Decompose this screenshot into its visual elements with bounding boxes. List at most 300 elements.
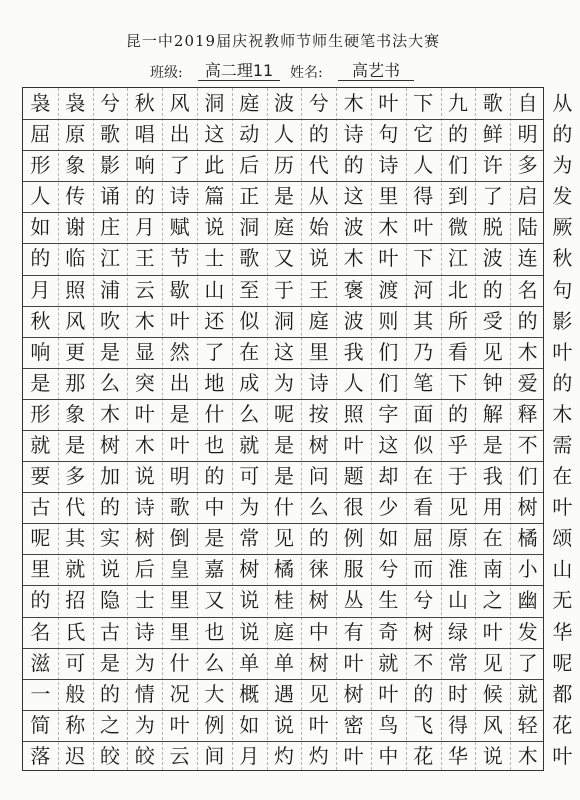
grid-character: 很 xyxy=(343,495,364,520)
grid-character: 叶 xyxy=(169,433,190,457)
grid-character: 一 xyxy=(30,681,51,706)
row-divider xyxy=(23,617,543,618)
grid-character: 问 xyxy=(308,464,329,489)
grid-character: 在 xyxy=(413,464,434,489)
grid-character: 山 xyxy=(447,588,468,613)
grid-character: 木 xyxy=(517,743,538,768)
grid-character: 为 xyxy=(134,712,155,737)
grid-character: 庭 xyxy=(308,308,329,333)
row-divider xyxy=(23,275,543,276)
grid-character: 象 xyxy=(65,401,86,426)
grid-character: 厥 xyxy=(552,215,573,240)
grid-character: 丛 xyxy=(343,588,364,613)
grid-character: 之 xyxy=(482,588,503,613)
grid-character: 影 xyxy=(552,308,573,333)
grid-character: 风 xyxy=(482,712,503,737)
grid-character: 于 xyxy=(273,277,294,302)
grid-character: 轻 xyxy=(517,712,538,737)
grid-character: 下 xyxy=(447,370,468,395)
grid-character: 的 xyxy=(413,681,434,706)
grid-character: 历 xyxy=(273,153,294,178)
grid-character: 脱 xyxy=(482,215,503,240)
grid-character: 叶 xyxy=(343,743,364,768)
grid-character: 后 xyxy=(239,153,260,178)
row-divider xyxy=(23,741,543,742)
grid-character: 诗 xyxy=(134,495,155,520)
grid-character: 庭 xyxy=(273,215,294,240)
grid-character: 释 xyxy=(517,401,538,426)
grid-character: 木 xyxy=(552,401,573,426)
grid-character: 树 xyxy=(308,588,329,613)
grid-character: 木 xyxy=(343,91,364,115)
grid-character: 要 xyxy=(30,464,51,489)
grid-character: 形 xyxy=(30,401,51,426)
grid-character: 于 xyxy=(447,464,468,489)
grid-character: 山 xyxy=(204,277,225,302)
grid-character: 鲜 xyxy=(482,122,503,147)
grid-character: 月 xyxy=(30,277,51,302)
grid-character: 受 xyxy=(482,308,503,333)
grid-character: 可 xyxy=(239,464,260,489)
grid-character: 又 xyxy=(273,246,294,271)
grid-character: 洞 xyxy=(273,308,294,333)
grid-character: 人 xyxy=(273,122,294,147)
grid-character: 不 xyxy=(517,433,538,457)
grid-character: 王 xyxy=(308,277,329,302)
grid-character: 影 xyxy=(99,153,120,178)
row-divider xyxy=(23,430,543,431)
grid-character: 的 xyxy=(30,246,51,271)
grid-character: 多 xyxy=(517,153,538,178)
grid-character: 中 xyxy=(204,495,225,520)
grid-row xyxy=(23,741,573,772)
grid-character: 少 xyxy=(378,495,399,520)
grid-character: 的 xyxy=(482,277,503,302)
grid-character: 说 xyxy=(273,712,294,737)
grid-character: 就 xyxy=(30,433,51,457)
grid-character: 称 xyxy=(65,712,86,737)
grid-character: 云 xyxy=(169,743,190,768)
grid-character: 木 xyxy=(99,401,120,426)
grid-character: 华 xyxy=(552,619,573,644)
grid-character: 树 xyxy=(99,433,120,457)
grid-character: 木 xyxy=(134,433,155,457)
grid-character: 代 xyxy=(308,153,329,178)
grid-character: 树 xyxy=(343,681,364,706)
grid-character: 至 xyxy=(239,277,260,302)
grid-character: 解 xyxy=(482,401,503,426)
grid-row xyxy=(23,492,573,523)
grid-character: 加 xyxy=(99,464,120,489)
grid-character: 古 xyxy=(99,619,120,644)
row-divider xyxy=(23,181,543,182)
grid-character: 下 xyxy=(413,91,434,115)
grid-character: 见 xyxy=(273,526,294,551)
grid-character: 就 xyxy=(65,557,86,582)
row-divider xyxy=(23,554,543,555)
row-divider xyxy=(23,212,543,213)
grid-character: 树 xyxy=(517,495,538,520)
grid-row xyxy=(23,710,573,741)
grid-character: 木 xyxy=(517,339,538,364)
grid-character: 月 xyxy=(134,215,155,240)
grid-character: 节 xyxy=(169,246,190,271)
grid-character: 需 xyxy=(552,433,573,457)
grid-character: 此 xyxy=(204,153,225,178)
row-divider xyxy=(23,150,543,151)
grid-character: 似 xyxy=(239,308,260,333)
grid-character: 是 xyxy=(169,401,190,426)
grid-character: 这 xyxy=(343,184,364,209)
grid-character: 浦 xyxy=(99,277,120,302)
grid-character: 是 xyxy=(30,370,51,395)
grid-character: 淮 xyxy=(447,557,468,582)
grid-character: 么 xyxy=(204,650,225,675)
grid-character: 说 xyxy=(239,619,260,644)
grid-character: 徕 xyxy=(308,557,329,582)
grid-character: 吹 xyxy=(99,308,120,333)
grid-character: 从 xyxy=(308,184,329,209)
grid-character: 无 xyxy=(552,588,573,613)
grid-row xyxy=(23,150,573,181)
grid-character: 人 xyxy=(343,370,364,395)
grid-character: 见 xyxy=(482,650,503,675)
grid-character: 所 xyxy=(447,308,468,333)
grid-character: 地 xyxy=(204,370,225,395)
grid-character: 都 xyxy=(552,681,573,706)
grid-character: 江 xyxy=(447,246,468,271)
grid-character: 说 xyxy=(308,246,329,271)
grid-character: 为 xyxy=(134,650,155,675)
grid-character: 那 xyxy=(65,370,86,395)
grid-character: 句 xyxy=(552,277,573,302)
grid-character: 陆 xyxy=(517,215,538,240)
grid-row xyxy=(23,88,573,119)
grid-character: 照 xyxy=(343,401,364,426)
grid-character: 飞 xyxy=(413,712,434,737)
grid-character: 许 xyxy=(482,153,503,178)
grid-character: 我 xyxy=(343,339,364,364)
grid-character: 么 xyxy=(99,370,120,395)
grid-character: 候 xyxy=(482,681,503,706)
grid-character: 隐 xyxy=(99,588,120,613)
grid-character: 古 xyxy=(30,495,51,520)
grid-character: 如 xyxy=(239,712,260,737)
grid-row xyxy=(23,337,573,368)
grid-character: 乎 xyxy=(447,433,468,457)
grid-character: 山 xyxy=(552,557,573,582)
grid-character: 说 xyxy=(134,464,155,489)
grid-character: 波 xyxy=(343,215,364,240)
grid-character: 氏 xyxy=(65,619,86,644)
grid-character: 木 xyxy=(343,246,364,271)
grid-character: 其 xyxy=(413,308,434,333)
grid-character: 庭 xyxy=(239,91,260,115)
class-field[interactable]: 高二理11 xyxy=(198,58,280,81)
grid-character: 见 xyxy=(447,495,468,520)
grid-character: 里 xyxy=(30,557,51,582)
grid-character: 秋 xyxy=(134,91,155,115)
grid-character: 又 xyxy=(204,588,225,613)
grid-character: 成 xyxy=(239,370,260,395)
grid-character: 呢 xyxy=(30,526,51,551)
grid-character: 从 xyxy=(552,91,573,115)
grid-character: 波 xyxy=(343,308,364,333)
grid-character: 兮 xyxy=(413,588,434,613)
grid-character: 得 xyxy=(413,184,434,209)
grid-character: 是 xyxy=(99,339,120,364)
grid-character: 小 xyxy=(517,557,538,582)
grid-character: 说 xyxy=(204,215,225,240)
grid-character: 服 xyxy=(343,557,364,582)
grid-character: 时 xyxy=(447,681,468,706)
grid-character: 是 xyxy=(65,433,86,457)
grid-character: 是 xyxy=(273,464,294,489)
grid-character: 月 xyxy=(239,743,260,768)
grid-character: 中 xyxy=(378,743,399,768)
grid-character: 叶 xyxy=(552,339,573,364)
row-divider xyxy=(23,710,543,711)
grid-character: 名 xyxy=(517,277,538,302)
grid-character: 爱 xyxy=(517,370,538,395)
grid-row xyxy=(23,275,573,306)
grid-character: 波 xyxy=(482,246,503,271)
grid-character: 发 xyxy=(552,184,573,209)
grid-character: 如 xyxy=(30,215,51,240)
grid-character: 诗 xyxy=(308,370,329,395)
grid-character: 不 xyxy=(413,650,434,675)
grid-character: 什 xyxy=(273,495,294,520)
grid-character: 还 xyxy=(204,308,225,333)
grid-character: 叶 xyxy=(378,91,399,115)
grid-character: 我 xyxy=(482,464,503,489)
grid-character: 更 xyxy=(65,339,86,364)
grid-character: 了 xyxy=(169,153,190,178)
entry-info xyxy=(150,58,450,82)
grid-character: 却 xyxy=(378,464,399,489)
grid-character: 也 xyxy=(204,619,225,644)
grid-character: 树 xyxy=(413,619,434,644)
grid-character: 的 xyxy=(30,588,51,613)
grid-character: 云 xyxy=(134,277,155,302)
grid-character: 了 xyxy=(482,184,503,209)
grid-character: 明 xyxy=(517,122,538,147)
grid-character: 乃 xyxy=(413,339,434,364)
grid-character: 王 xyxy=(134,246,155,271)
grid-character: 洞 xyxy=(239,215,260,240)
grid-character: 这 xyxy=(273,339,294,364)
grid-character: 的 xyxy=(552,370,573,395)
grid-character: 为 xyxy=(239,495,260,520)
grid-character: 这 xyxy=(378,433,399,457)
practice-grid xyxy=(22,87,573,771)
grid-character: 河 xyxy=(413,277,434,302)
grid-row xyxy=(23,306,573,337)
grid-character: 原 xyxy=(447,526,468,551)
grid-character: 说 xyxy=(239,588,260,613)
row-divider xyxy=(23,337,543,338)
row-divider xyxy=(23,306,543,307)
grid-character: 句 xyxy=(378,122,399,147)
row-divider xyxy=(23,399,543,400)
grid-character: 叶 xyxy=(134,401,155,426)
grid-character: 洞 xyxy=(204,91,225,115)
grid-character: 兮 xyxy=(378,557,399,582)
grid-character: 华 xyxy=(447,743,468,768)
grid-character: 诵 xyxy=(99,184,120,209)
grid-character: 显 xyxy=(134,339,155,364)
grid-character: 诗 xyxy=(343,122,364,147)
grid-character: 诗 xyxy=(134,619,155,644)
row-divider xyxy=(23,119,543,120)
grid-character: 的 xyxy=(204,464,225,489)
name-label: 姓名: xyxy=(290,65,323,81)
grid-character: 花 xyxy=(413,743,434,768)
grid-character: 也 xyxy=(204,433,225,457)
grid-character: 灼 xyxy=(308,743,329,768)
grid-character: 落 xyxy=(30,743,51,768)
grid-character: 们 xyxy=(378,370,399,395)
grid-character: 叶 xyxy=(378,681,399,706)
grid-character: 橘 xyxy=(517,526,538,551)
grid-character: 之 xyxy=(99,712,120,737)
grid-character: 奇 xyxy=(378,619,399,644)
grid-character: 是 xyxy=(204,526,225,551)
grid-character: 江 xyxy=(99,246,120,271)
grid-character: 看 xyxy=(413,495,434,520)
grid-character: 南 xyxy=(482,557,503,582)
grid-character: 的 xyxy=(447,122,468,147)
grid-character: 笔 xyxy=(413,370,434,395)
grid-character: 用 xyxy=(482,495,503,520)
grid-character: 出 xyxy=(169,370,190,395)
grid-character: 单 xyxy=(273,650,294,675)
grid-character: 得 xyxy=(447,712,468,737)
grid-character: 大 xyxy=(204,681,225,706)
row-divider xyxy=(23,492,543,493)
grid-character: 皇 xyxy=(169,557,190,582)
grid-character: 发 xyxy=(517,619,538,644)
grid-character: 明 xyxy=(169,464,190,489)
grid-character: 见 xyxy=(308,681,329,706)
grid-character: 人 xyxy=(30,184,51,209)
grid-character: 了 xyxy=(517,650,538,675)
grid-character: 的 xyxy=(343,153,364,178)
grid-character: 字 xyxy=(378,401,399,426)
grid-character: 下 xyxy=(413,246,434,271)
grid-character: 树 xyxy=(239,557,260,582)
grid-character: 常 xyxy=(239,526,260,551)
grid-character: 的 xyxy=(134,184,155,209)
grid-character: 始 xyxy=(308,215,329,240)
grid-character: 这 xyxy=(204,122,225,147)
grid-character: 歌 xyxy=(482,91,503,115)
name-field[interactable]: 高艺书 xyxy=(338,58,414,81)
grid-character: 出 xyxy=(169,122,190,147)
grid-character: 的 xyxy=(552,122,573,147)
grid-character: 题 xyxy=(343,464,364,489)
grid-character: 灼 xyxy=(273,743,294,768)
grid-character: 绿 xyxy=(447,619,468,644)
row-divider xyxy=(23,648,543,649)
grid-character: 为 xyxy=(552,153,573,178)
grid-character: 歌 xyxy=(239,246,260,271)
grid-character: 倒 xyxy=(169,526,190,551)
grid-character: 而 xyxy=(413,557,434,582)
grid-character: 则 xyxy=(378,308,399,333)
grid-character: 篇 xyxy=(204,184,225,209)
grid-character: 渡 xyxy=(378,277,399,302)
grid-character: 似 xyxy=(413,433,434,457)
grid-character: 面 xyxy=(413,401,434,426)
grid-character: 钟 xyxy=(482,370,503,395)
grid-character: 响 xyxy=(134,153,155,178)
grid-row xyxy=(23,430,573,461)
grid-row xyxy=(23,212,573,243)
grid-row xyxy=(23,119,573,150)
grid-character: 们 xyxy=(447,153,468,178)
grid-character: 屈 xyxy=(30,122,51,147)
grid-character: 叶 xyxy=(343,650,364,675)
grid-character: 常 xyxy=(447,650,468,675)
grid-character: 密 xyxy=(343,712,364,737)
grid-character: 士 xyxy=(134,588,155,613)
grid-character: 什 xyxy=(169,650,190,675)
grid-character: 自 xyxy=(517,91,538,115)
grid-character: 里 xyxy=(378,184,399,209)
grid-character: 人 xyxy=(413,153,434,178)
grid-character: 滋 xyxy=(30,650,51,675)
grid-character: 在 xyxy=(239,339,260,364)
grid-character: 响 xyxy=(30,339,51,364)
grid-character: 生 xyxy=(378,588,399,613)
grid-character: 屈 xyxy=(413,526,434,551)
grid-character: 例 xyxy=(343,526,364,551)
grid-character: 袅 xyxy=(30,91,51,115)
grid-character: 诗 xyxy=(378,153,399,178)
grid-character: 中 xyxy=(308,619,329,644)
grid-character: 就 xyxy=(517,681,538,706)
grid-character: 正 xyxy=(239,184,260,209)
grid-character: 里 xyxy=(169,588,190,613)
grid-character: 呢 xyxy=(273,401,294,426)
row-divider xyxy=(23,368,543,369)
grid-character: 看 xyxy=(447,339,468,364)
page-title: 昆一中2019届庆祝教师节师生硬笔书法大赛 xyxy=(125,32,441,50)
grid-character: 说 xyxy=(482,743,503,768)
grid-character: 什 xyxy=(204,401,225,426)
grid-character: 兮 xyxy=(308,91,329,115)
grid-character: 是 xyxy=(482,433,503,457)
grid-character: 么 xyxy=(308,495,329,520)
grid-character: 是 xyxy=(99,650,120,675)
grid-character: 单 xyxy=(239,650,260,675)
grid-character: 就 xyxy=(378,650,399,675)
grid-character: 里 xyxy=(308,339,329,364)
grid-row xyxy=(23,399,573,430)
grid-character: 是 xyxy=(273,433,294,457)
grid-row xyxy=(23,368,573,399)
grid-row xyxy=(23,585,573,616)
grid-character: 橘 xyxy=(273,557,294,582)
grid-character: 的 xyxy=(447,401,468,426)
grid-character: 了 xyxy=(204,339,225,364)
grid-character: 花 xyxy=(552,712,573,737)
grid-character: 们 xyxy=(517,464,538,489)
grid-character: 叶 xyxy=(308,712,329,737)
grid-character: 见 xyxy=(482,339,503,364)
grid-character: 叶 xyxy=(482,619,503,644)
